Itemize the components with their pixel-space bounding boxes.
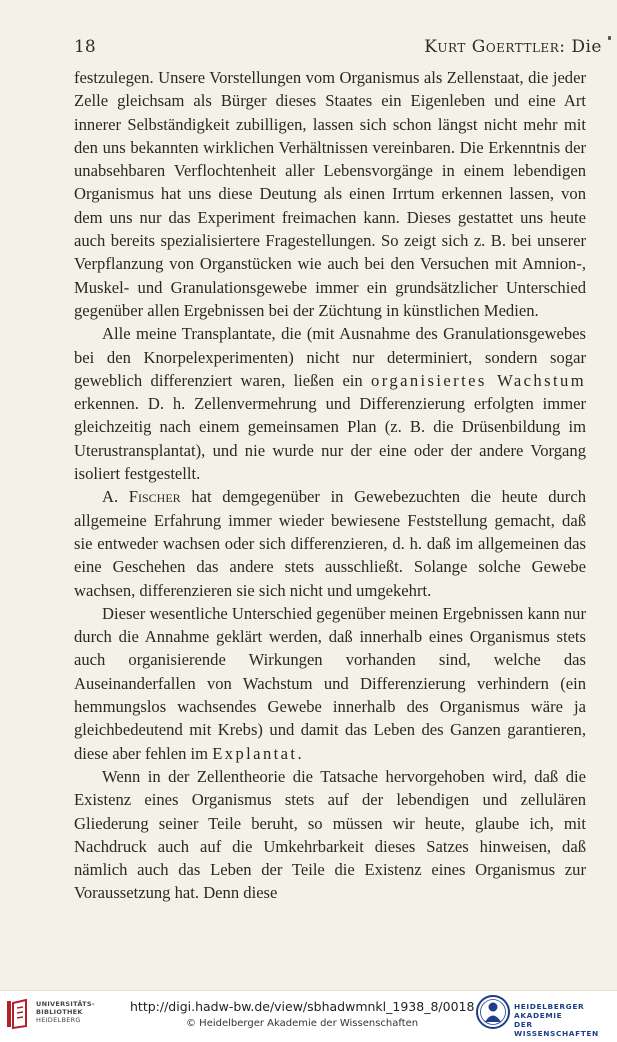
running-title-rest: : Die xyxy=(559,37,602,57)
body-text xyxy=(74,66,586,905)
library-line-2: BIBLIOTHEK xyxy=(36,1008,83,1016)
running-author: Kurt Goerttler xyxy=(424,37,560,57)
permalink-url[interactable]: http://digi.hadw-bw.de/view/sbhadwmnkl_1938_8/0018 xyxy=(130,999,475,1014)
page-number: 18 xyxy=(74,37,96,57)
paragraph-3-rest: hat demgegenüber in Gewebezuchten die heute durch allgemeine Erfahrung immer wieder bewiesene Feststellung gemacht, daß sie entweder wachsen oder sich differenzieren, d. h. daß im allgemeinen das eine Geschehen das andere stets ausschließt. Solange solche Gewebe wachsen, differenzieren sie sich nicht und umgekehrt. xyxy=(74,487,586,600)
paragraph-2-start: Alle meine Transplantate, die (mit Ausnahme des Granulationsgewebes bei den Knorpelexperimenten) nicht nur determiniert, sondern sogar geweblich differenziert waren, ließen ein xyxy=(74,324,586,390)
paragraph-4-start: Dieser wesentliche Unterschied gegenüber meinen Ergebnissen kann nur durch die Annahme geklärt werden, daß innerhalb eines Organismus stets auch organisierende Wirkungen vorhanden sind, welche das Auseinanderfallen von Wachstum und Differenzierung verhindern (ein hemmungslos wachsendes Gewebe innerhalb des Organismus wäre ja gleichbedeutend mit Krebs) und damit das Leben des Ganzen garantieren, diese aber fehlen im xyxy=(74,603,586,763)
paragraph-1: festzulegen. Unsere Vorstellungen vom Organismus als Zellenstaat, die jeder Zelle gleichsam als Bürger dieses Staates ein Eigenleben und eine Art innerer Selbständigkeit zubilligen, lassen sich schon längst nicht mehr mit den uns bekannten wirklichen Verhältnissen vereinbaren. Die Erkenntnis der unabsehbaren Verflochtenheit aller Lebensvorgänge in einem lebendigen Organismus hat uns diese Deutung als einen Irrtum erkennen lassen, von dem uns nur das Experiment freimachen kann. Dieses gestattet uns heute auch bereits spezialisiertere Fragestellungen. So zeigt sich z. B. bei unserer Verpflanzung von Organstücken wie auch bei den Versuchen mit Amnion-, Muskel- und Granulationsgewebe immer ein grundsätzlicher Unterschied gegenüber allen Ergebnissen bei der Züchtung in künstlichen Medien. xyxy=(74,68,586,320)
akademie-name xyxy=(514,1002,617,1038)
paragraph-2-end: erkennen. D. h. Zellenvermehrung und Differenzierung erfolgten immer gleichzeitig nach einem gemeinsamen Plan (z. B. die Drüsenbildung im Uterustransplantat), und nie wurde nur der eine oder der andere Vorgang isoliert festgestellt. xyxy=(74,394,586,484)
library-line-1: UNIVERSITÄTS- xyxy=(36,1000,95,1008)
paragraph-5: Wenn in der Zellentheorie die Tatsache hervorgehoben wird, daß die Existenz eines Organismus stets auf der lebendigen und zellulären Gliederung seiner Teile beruht, so müssen wir heute, glaube ich, mit Nachdruck auch auf die Umkehrbarkeit dieses Satzes hinweisen, daß nämlich auch das Leben der Teile die Existenz eines Organismus zur Voraussetzung hat. Denn diese xyxy=(74,766,586,903)
university-library-logo-icon xyxy=(6,998,32,1030)
paragraph-4 xyxy=(74,602,586,765)
university-library-name xyxy=(36,1000,95,1024)
akademie-seal-icon xyxy=(476,995,510,1029)
author-fischer: A. Fischer xyxy=(102,487,181,507)
running-title xyxy=(424,37,602,57)
akademie-line-2: DER WISSENSCHAFTEN xyxy=(514,1020,599,1038)
running-header xyxy=(74,37,602,59)
paragraph-3 xyxy=(74,485,586,601)
paragraph-4-end: . xyxy=(297,743,302,763)
footer-bar xyxy=(0,990,617,1042)
edge-mark xyxy=(608,36,611,40)
library-line-3: HEIDELBERG xyxy=(36,1016,81,1024)
emphasis-explantat: Explantat xyxy=(212,743,298,763)
emphasis-organized-growth: organisiertes Wachstum xyxy=(371,370,586,390)
copyright-notice: © Heidelberger Akademie der Wissenschaften xyxy=(186,1018,419,1029)
akademie-line-1: HEIDELBERGER AKADEMIE xyxy=(514,1002,585,1020)
paragraph-2 xyxy=(74,322,586,485)
